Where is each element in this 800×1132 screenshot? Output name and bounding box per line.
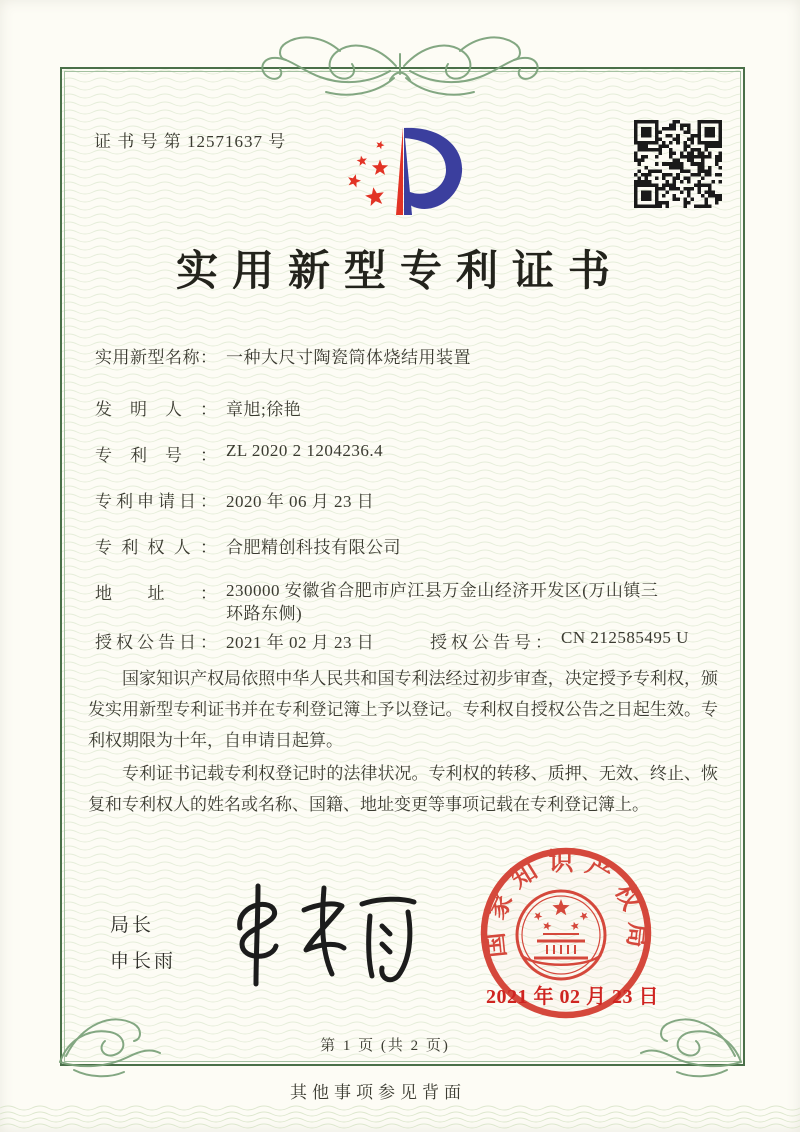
logo-p-bowl <box>404 128 462 209</box>
field-value: 合肥精创科技有限公司 <box>226 538 401 557</box>
certificate-title: 实用新型专利证书 <box>175 249 624 295</box>
field-row-patent-number <box>95 441 383 466</box>
field-row-address <box>95 579 660 625</box>
legal-paragraph-2: 专利证书记载专利权登记时的法律状况。专利权的转移、质押、无效、终止、恢复和专利权人的姓名或名称、国籍、地址变更等事项记载在专利登记簿上。 <box>88 764 718 814</box>
field-row-utility-name <box>95 343 471 368</box>
field-row-grant-number <box>430 628 689 653</box>
certificate-number: 证 书 号 第 12571637 号 <box>94 132 287 151</box>
field-value: 2020 年 06 月 23 日 <box>226 492 375 511</box>
field-row-grant-date <box>95 628 374 653</box>
commissioner-signature <box>212 876 422 992</box>
field-label: 专利申请日： <box>95 492 217 511</box>
guilloche-pattern-bottom <box>0 1104 800 1132</box>
legal-text <box>88 663 718 822</box>
field-value: ZL 2020 2 1204236.4 <box>226 441 384 460</box>
logo-stars <box>348 141 388 206</box>
field-value: CN 212585495 U <box>561 628 689 647</box>
field-label: 地址： <box>95 584 217 603</box>
field-label: 授权公告号： <box>430 633 552 652</box>
seal-date: 2021 年 02 月 23 日 <box>486 986 659 1008</box>
field-row-filing-date <box>95 487 374 512</box>
page-indicator: 第 1 页 (共 2 页) <box>320 1038 450 1054</box>
field-row-inventor <box>95 395 301 420</box>
field-label: 发明人： <box>95 400 217 419</box>
field-value: 一种大尺寸陶瓷筒体烧结用装置 <box>226 348 471 367</box>
logo-spire-red <box>396 127 403 215</box>
seal-text: 国家知识产权局 <box>480 848 652 959</box>
cnipa-logo <box>338 112 468 217</box>
field-value: 章旭;徐艳 <box>226 400 302 419</box>
back-side-note: 其他事项参见背面 <box>290 1083 466 1102</box>
field-row-patentee <box>95 533 401 558</box>
field-label: 专利权人： <box>95 538 217 557</box>
field-value: 230000 安徽省合肥市庐江县万金山经济开发区(万山镇三环路东侧) <box>226 581 659 623</box>
field-value: 2021 年 02 月 23 日 <box>226 633 375 652</box>
commissioner-title: 局长 <box>110 915 155 936</box>
field-label: 授权公告日： <box>95 633 217 652</box>
qr-code <box>634 120 722 208</box>
field-label: 实用新型名称： <box>95 348 217 367</box>
commissioner-name: 申长雨 <box>110 951 177 972</box>
legal-paragraph-1: 国家知识产权局依照中华人民共和国专利法经过初步审查，决定授予专利权，颁发实用新型专利证书并在专利登记簿上予以登记。专利权自授权公告之日起生效。专利权期限为十年，自申请日起算。 <box>88 669 718 750</box>
field-label: 专利号： <box>95 446 217 465</box>
